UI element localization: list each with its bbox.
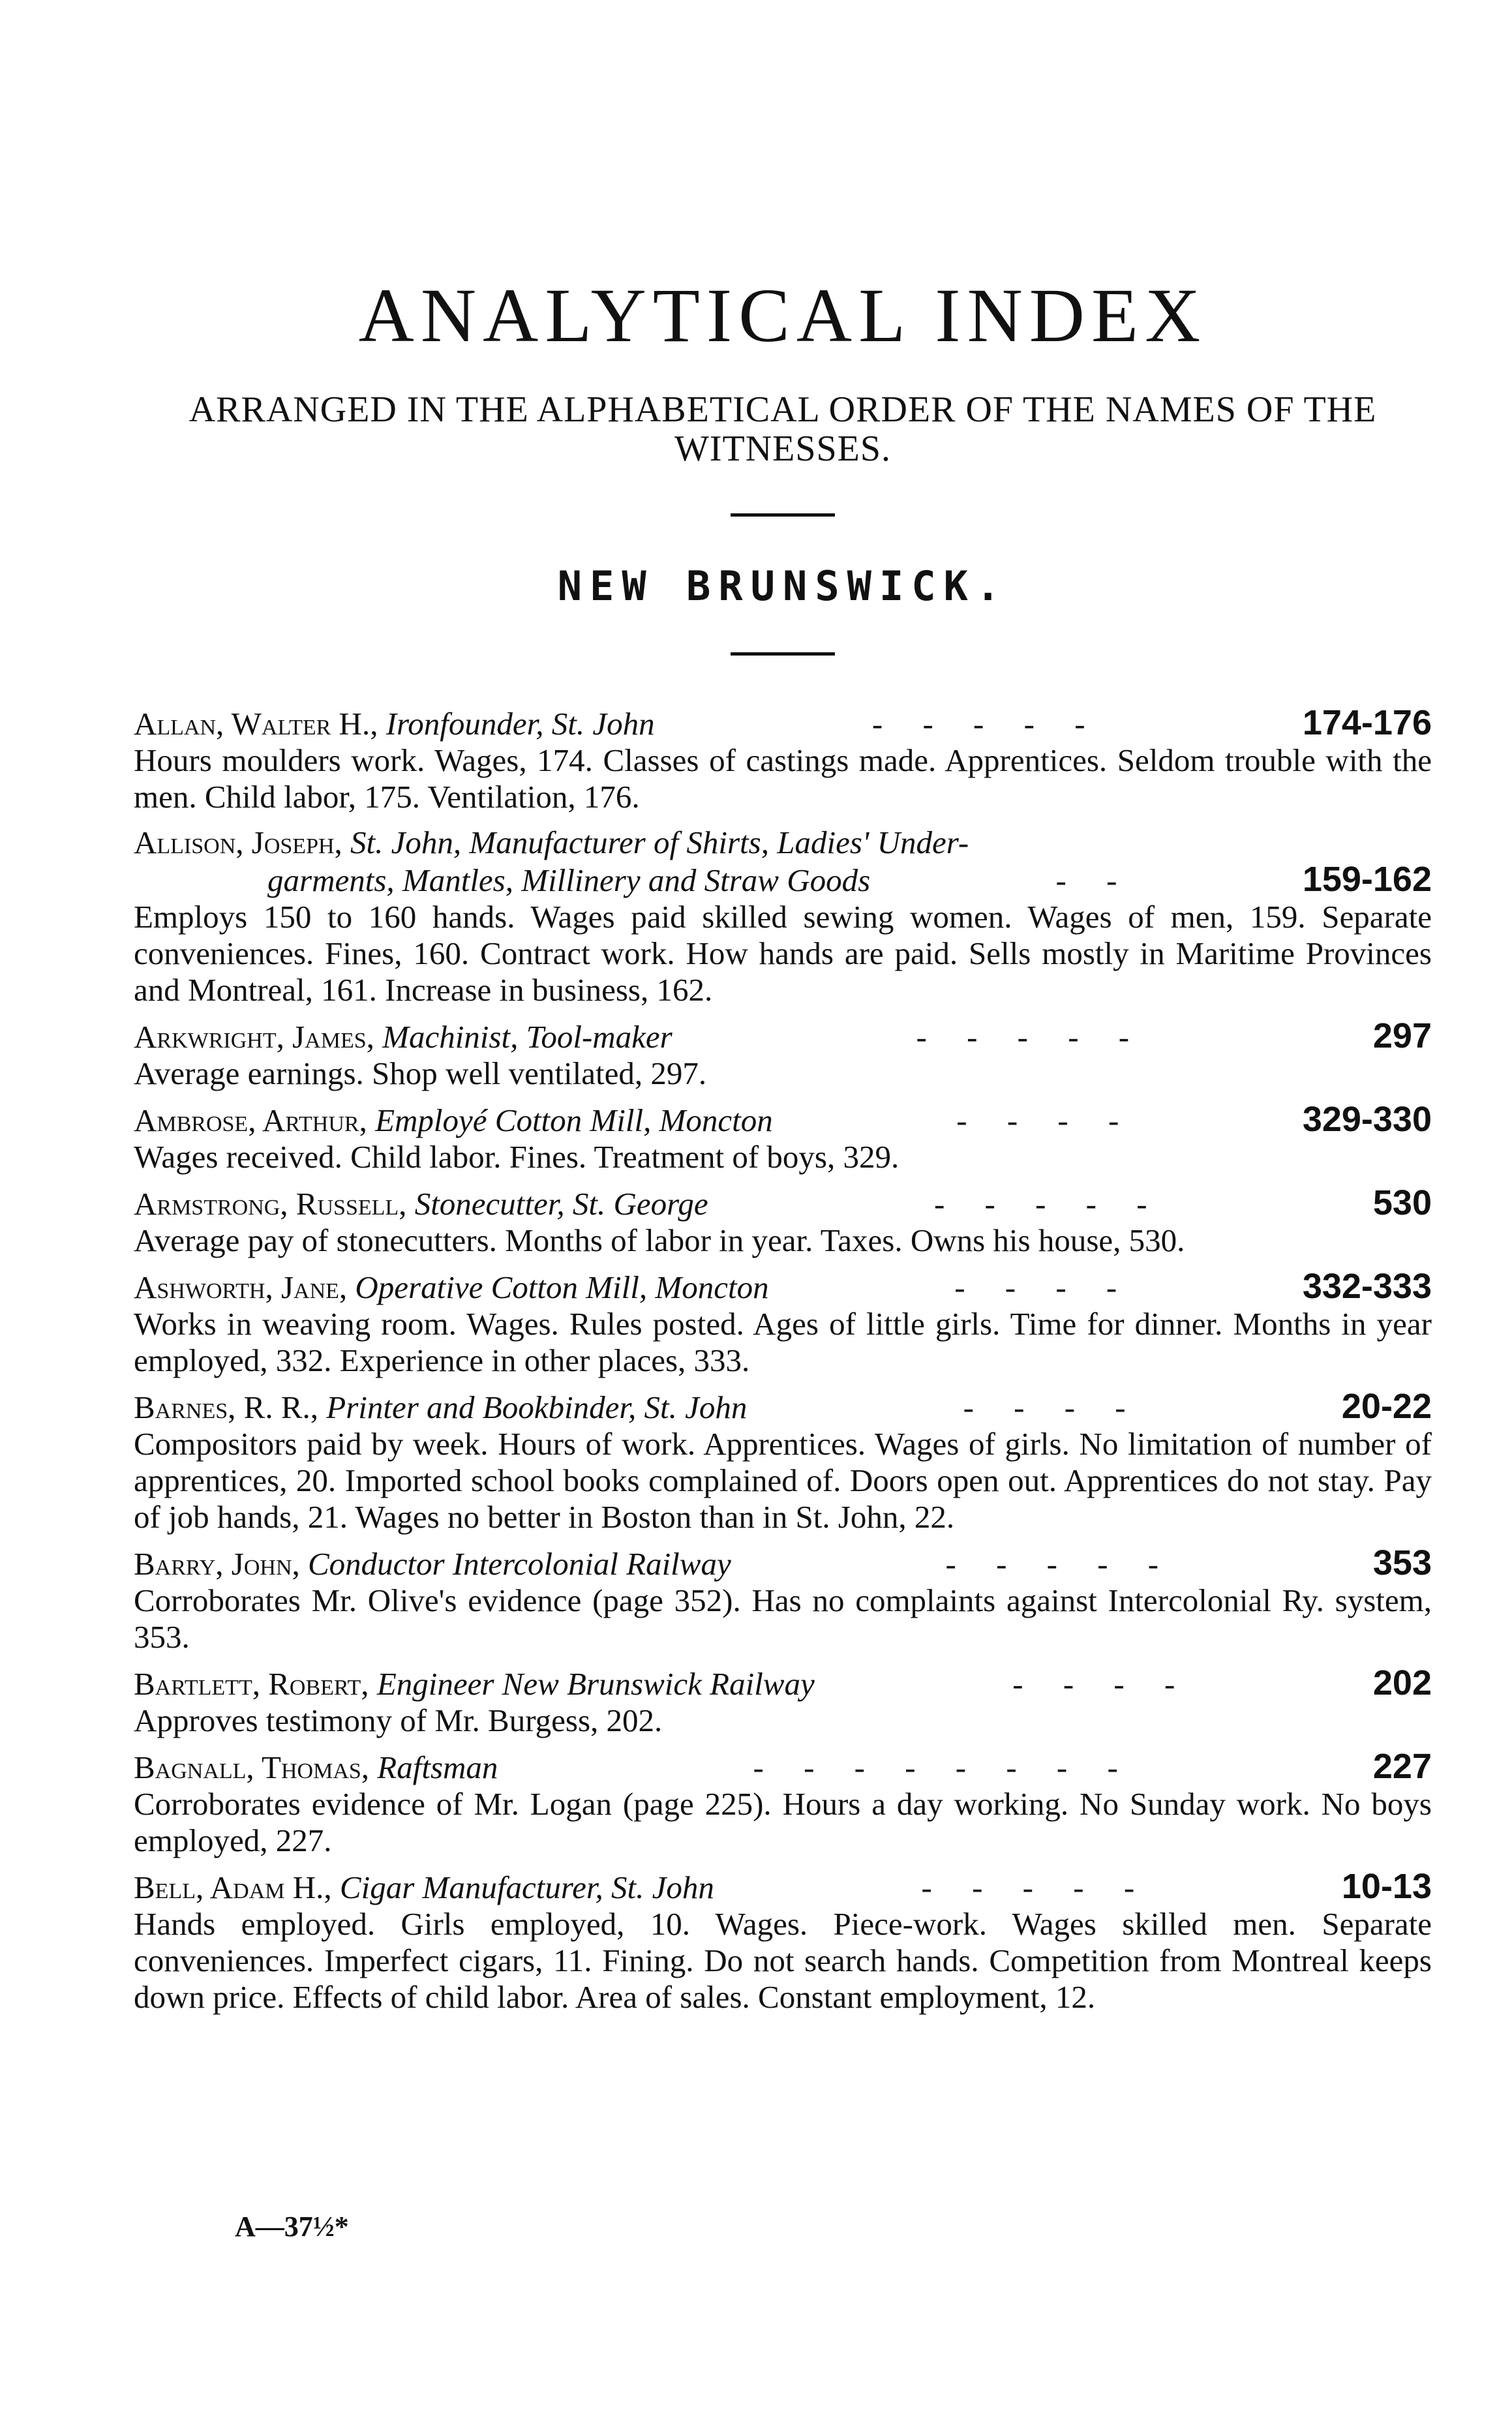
witness-name: Bartlett, Robert, — [134, 1666, 369, 1702]
index-entry — [134, 1665, 1432, 1739]
entry-heading — [134, 1388, 1432, 1426]
leader-dashes: - - - - — [1012, 1666, 1175, 1702]
index-entry — [134, 1101, 1432, 1175]
leader-dashes: - - - - - — [921, 1869, 1135, 1905]
entry-summary: Works in weaving room. Wages. Rules posted. Ages of little girls. Time for dinner. Months in year employed, 332. Experience in other places, 333. — [134, 1306, 1432, 1378]
witness-occupation: Conductor Intercolonial Railway — [308, 1546, 731, 1582]
entry-heading — [134, 1545, 1432, 1582]
witness-name: Bagnall, Thomas, — [134, 1749, 370, 1785]
index-entry — [134, 1185, 1432, 1259]
entry-summary: Compositors paid by week. Hours of work. Apprentices. Wages of girls. No limitation of number of apprentices, 20. Imported school books complained of. Doors open out. Apprentices do not stay. Pay of job hands, 21. Wages no better in Boston than in St. John, 22. — [134, 1426, 1432, 1535]
entry-summary: Wages received. Child labor. Fines. Treatment of boys, 329. — [134, 1139, 900, 1175]
witness-occupation: Engineer New Brunswick Railway — [376, 1666, 815, 1702]
witness-name: Ashworth, Jane, — [134, 1269, 348, 1305]
entry-summary: Employs 150 to 160 hands. Wages paid skilled sewing women. Wages of men, 159. Separate conveniences. Fines, 160. Contract work. How hands are paid. Sells mostly in Maritime Provinces and Montreal, 161. Increase in business, 162. — [134, 899, 1432, 1008]
rule-divider-top — [731, 513, 835, 517]
page-reference: 159-162 — [1302, 860, 1432, 899]
entry-heading — [134, 1748, 1432, 1786]
entry-heading — [134, 1018, 1432, 1055]
page-reference: 10-13 — [1341, 1867, 1432, 1906]
witness-name: Barry, John, — [134, 1546, 300, 1582]
entry-summary: Hours moulders work. Wages, 174. Classes of castings made. Apprentices. Seldom trouble with the men. Child labor, 175. Ventilation, 176. — [134, 742, 1432, 815]
leader-dashes: - - - - — [954, 1269, 1117, 1305]
leader-dashes: - - - - - — [933, 1186, 1147, 1222]
witness-occupation: St. John, Manufacturer of Shirts, Ladies' Under- — [350, 824, 969, 860]
rule-divider-bottom — [731, 652, 835, 656]
entry-summary: Hands employed. Girls employed, 10. Wages. Piece-work. Wages skilled men. Separate conveniences. Imperfect cigars, 11. Fining. Do not search hands. Competition from Montreal keeps down price. Effects of child labor. Area of sales. Constant employment, 12. — [134, 1906, 1432, 2015]
entry-heading — [134, 1868, 1432, 1906]
index-entry — [134, 1748, 1432, 1859]
leader-dashes: - - - - — [956, 1102, 1119, 1138]
witness-name: Allan, Walter H., — [134, 706, 378, 742]
witness-name: Barnes, R. R., — [134, 1389, 319, 1425]
witness-occupation-continued: garments, Mantles, Millinery and Straw Goods — [267, 862, 871, 898]
entry-summary: Corroborates Mr. Olive's evidence (page 352). Has no complaints against Intercolonial Ry. system, 353. — [134, 1582, 1432, 1655]
page-reference: 20-22 — [1341, 1387, 1432, 1426]
witness-name: Armstrong, Russell, — [134, 1186, 407, 1222]
page-reference: 202 — [1372, 1663, 1432, 1702]
entry-summary: Corroborates evidence of Mr. Logan (page 225). Hours a day working. No Sunday work. No boys employed, 227. — [134, 1786, 1432, 1858]
index-entry — [134, 1388, 1432, 1535]
leader-dashes: - - - - — [963, 1389, 1126, 1425]
witness-name: Allison, Joseph, — [134, 824, 342, 860]
index-entry — [134, 704, 1432, 815]
leader-dashes: - - - - - — [871, 706, 1085, 742]
page-reference: 227 — [1372, 1747, 1432, 1786]
leader-dashes: - - - - - - - - — [753, 1749, 1118, 1785]
signature-mark: A—37½* — [235, 2211, 349, 2243]
leader-dashes: - - — [1055, 862, 1117, 898]
witness-occupation: Stonecutter, St. George — [414, 1186, 708, 1222]
index-entry — [134, 1545, 1432, 1655]
page-reference: 530 — [1372, 1183, 1432, 1222]
entry-heading — [134, 1268, 1432, 1306]
page-reference: 174-176 — [1302, 703, 1432, 742]
page-reference: 297 — [1372, 1016, 1432, 1055]
page-reference: 329-330 — [1302, 1100, 1432, 1139]
index-entry — [134, 1018, 1432, 1092]
entry-summary: Average pay of stonecutters. Months of labor in year. Taxes. Owns his house, 530. — [134, 1222, 1185, 1258]
entry-heading — [134, 824, 1432, 861]
witness-occupation: Ironfounder, St. John — [386, 706, 655, 742]
witness-name: Arkwright, James, — [134, 1019, 374, 1055]
leader-dashes: - - - - - — [916, 1019, 1130, 1055]
witness-occupation: Printer and Bookbinder, St. John — [326, 1389, 748, 1425]
witness-occupation: Cigar Manufacturer, St. John — [339, 1869, 714, 1905]
entry-heading — [134, 704, 1432, 742]
witness-name: Ambrose, Arthur, — [134, 1102, 367, 1138]
section-heading: NEW BRUNSWICK. — [557, 562, 1008, 610]
witness-occupation: Raftsman — [377, 1749, 498, 1785]
leader-dashes: - - - - - — [945, 1546, 1159, 1582]
page-reference: 353 — [1372, 1543, 1432, 1582]
index-subtitle: ARRANGED IN THE ALPHABETICAL ORDER OF THE NAMES OF THE WITNESSES. — [189, 389, 1377, 469]
witness-occupation: Employé Cotton Mill, Moncton — [375, 1102, 773, 1138]
witness-name: Bell, Adam H., — [134, 1869, 332, 1905]
entry-heading — [134, 1665, 1432, 1702]
witness-occupation: Operative Cotton Mill, Moncton — [355, 1269, 769, 1305]
witness-occupation: Machinist, Tool-maker — [382, 1019, 673, 1055]
entry-summary: Average earnings. Shop well ventilated, 297. — [134, 1055, 707, 1091]
index-entry — [134, 1268, 1432, 1379]
entry-heading — [134, 1185, 1432, 1222]
index-entry — [134, 1868, 1432, 2016]
index-entry — [134, 824, 1432, 1008]
index-entries — [134, 704, 1432, 2025]
entry-summary: Approves testimony of Mr. Burgess, 202. — [134, 1702, 663, 1738]
entry-heading — [134, 1101, 1432, 1139]
index-title: ANALYTICAL INDEX — [358, 273, 1207, 358]
page-reference: 332-333 — [1302, 1267, 1432, 1306]
entry-heading-continued — [134, 861, 1432, 899]
